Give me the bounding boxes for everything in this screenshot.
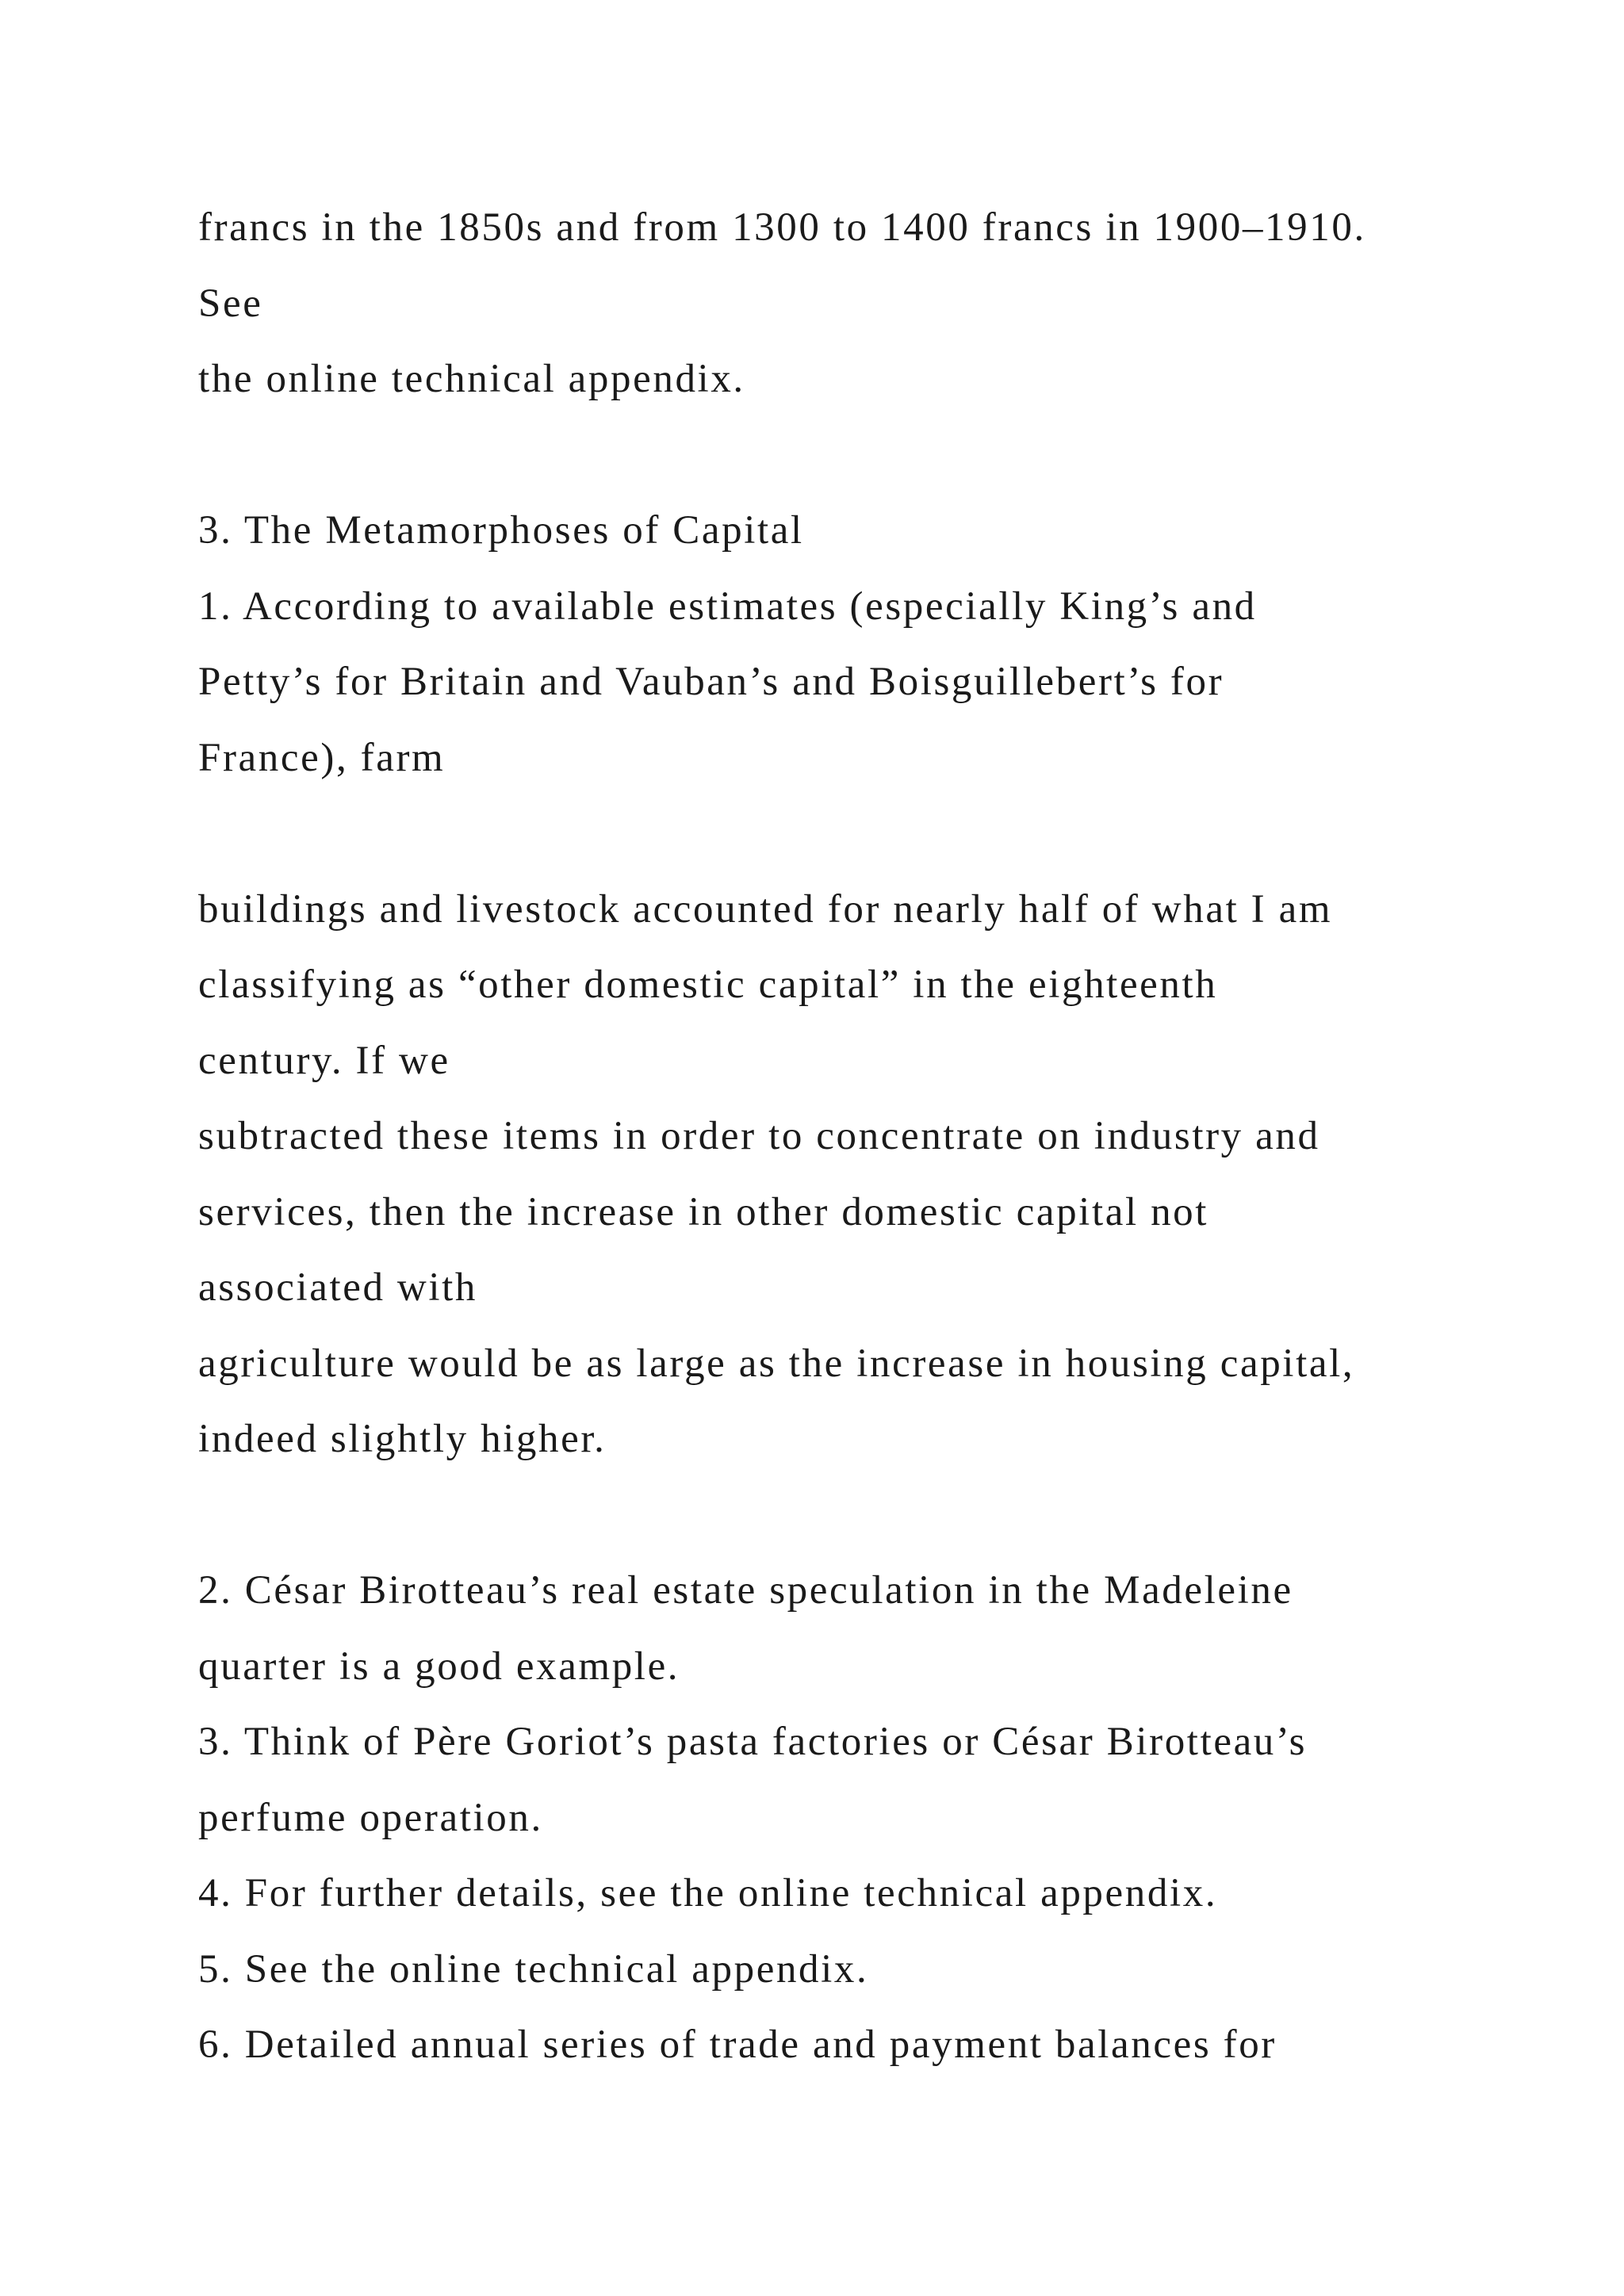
- text-line: classifying as “other domestic capital” in the eighteenth: [198, 962, 1218, 1007]
- text-line: agriculture would be as large as the increase in housing capital,: [198, 1341, 1355, 1386]
- text-line: francs in the 1850s and from 1300 to 1400 francs in 1900–1910.: [198, 205, 1366, 250]
- text-line: associated with: [198, 1265, 477, 1310]
- text-line: quarter is a good example.: [198, 1644, 680, 1689]
- blank-line: [198, 418, 1546, 494]
- text-line: 2. César Birotteau’s real estate speculation in the Madeleine: [198, 1568, 1293, 1613]
- blank-line: [198, 796, 1546, 872]
- text-line: 4. For further details, see the online technical appendix.: [198, 1871, 1218, 1915]
- text-line: 1. According to available estimates (especially King’s and: [198, 584, 1257, 629]
- text-line: indeed slightly higher.: [198, 1417, 607, 1461]
- text-line: subtracted these items in order to concentrate on industry and: [198, 1114, 1320, 1158]
- text-line: Petty’s for Britain and Vauban’s and Boisguillebert’s for: [198, 660, 1224, 704]
- text-line: perfume operation.: [198, 1795, 543, 1840]
- blank-line: [198, 1478, 1546, 1554]
- text-line: France), farm: [198, 735, 446, 780]
- text-line: buildings and livestock accounted for nearly half of what I am: [198, 886, 1333, 932]
- text-line: the online technical appendix.: [198, 357, 745, 401]
- text-line: century. If we: [198, 1038, 450, 1083]
- document-text: [198, 190, 1546, 2084]
- text-line: 3. Think of Père Goriot’s pasta factories or César Birotteau’s: [198, 1720, 1308, 1764]
- text-line: See: [198, 281, 263, 326]
- text-line: 6. Detailed annual series of trade and payment balances for: [198, 2022, 1277, 2067]
- text-line: services, then the increase in other domestic capital not: [198, 1189, 1209, 1234]
- text-line: 5. See the online technical appendix.: [198, 1946, 869, 1992]
- chapter-heading: 3. The Metamorphoses of Capital: [198, 508, 804, 553]
